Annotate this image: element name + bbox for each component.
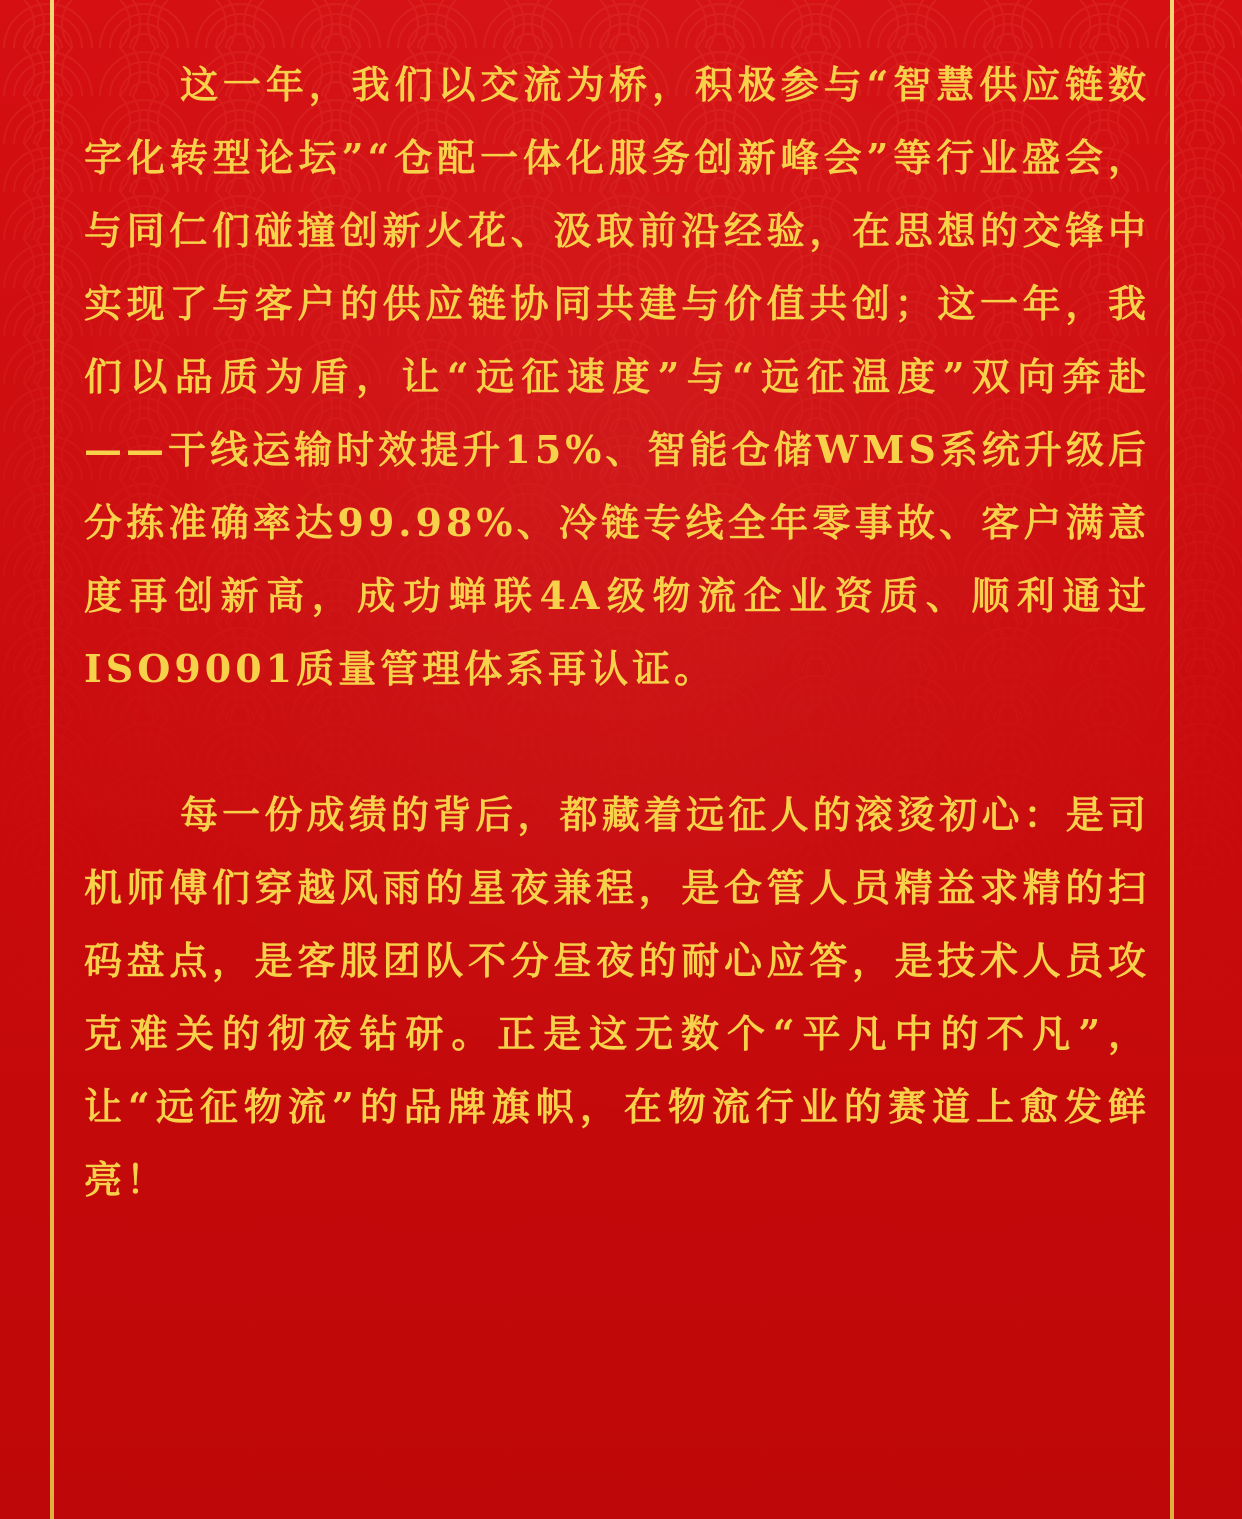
- paragraph-gratitude: 每一份成绩的背后，都藏着远征人的滚烫初心：是司机师傅们穿越风雨的星夜兼程，是仓管人员精益求精的扫码盘点，是客服团队不分昼夜的耐心应答，是技术人员攻克难关的彻夜钻研。正是这无数个“平凡中的不凡”，让“远征物流”的品牌旗帜，在物流行业的赛道上愈发鲜亮！: [84, 792, 1150, 1202]
- left-gold-border: [50, 0, 54, 1519]
- paragraph-achievements: 这一年，我们以交流为桥，积极参与“智慧供应链数字化转型论坛”“仓配一体化服务创新峰会”等行业盛会，与同仁们碰撞创新火花、汲取前沿经验，在思想的交锋中实现了与客户的供应链协同共建与价值共创；这一年，我们以品质为盾，让“远征速度”与“远征温度”双向奔赴——干线运输时效提升15%、智能仓储WMS系统升级后分拣准确率达99.98%、冷链专线全年零事故、客户满意度再创新高，成功蝉联4A级物流企业资质、顺利通过ISO9001质量管理体系再认证。: [84, 62, 1150, 691]
- article-body: [84, 48, 1150, 1216]
- right-gold-border: [1170, 0, 1174, 1519]
